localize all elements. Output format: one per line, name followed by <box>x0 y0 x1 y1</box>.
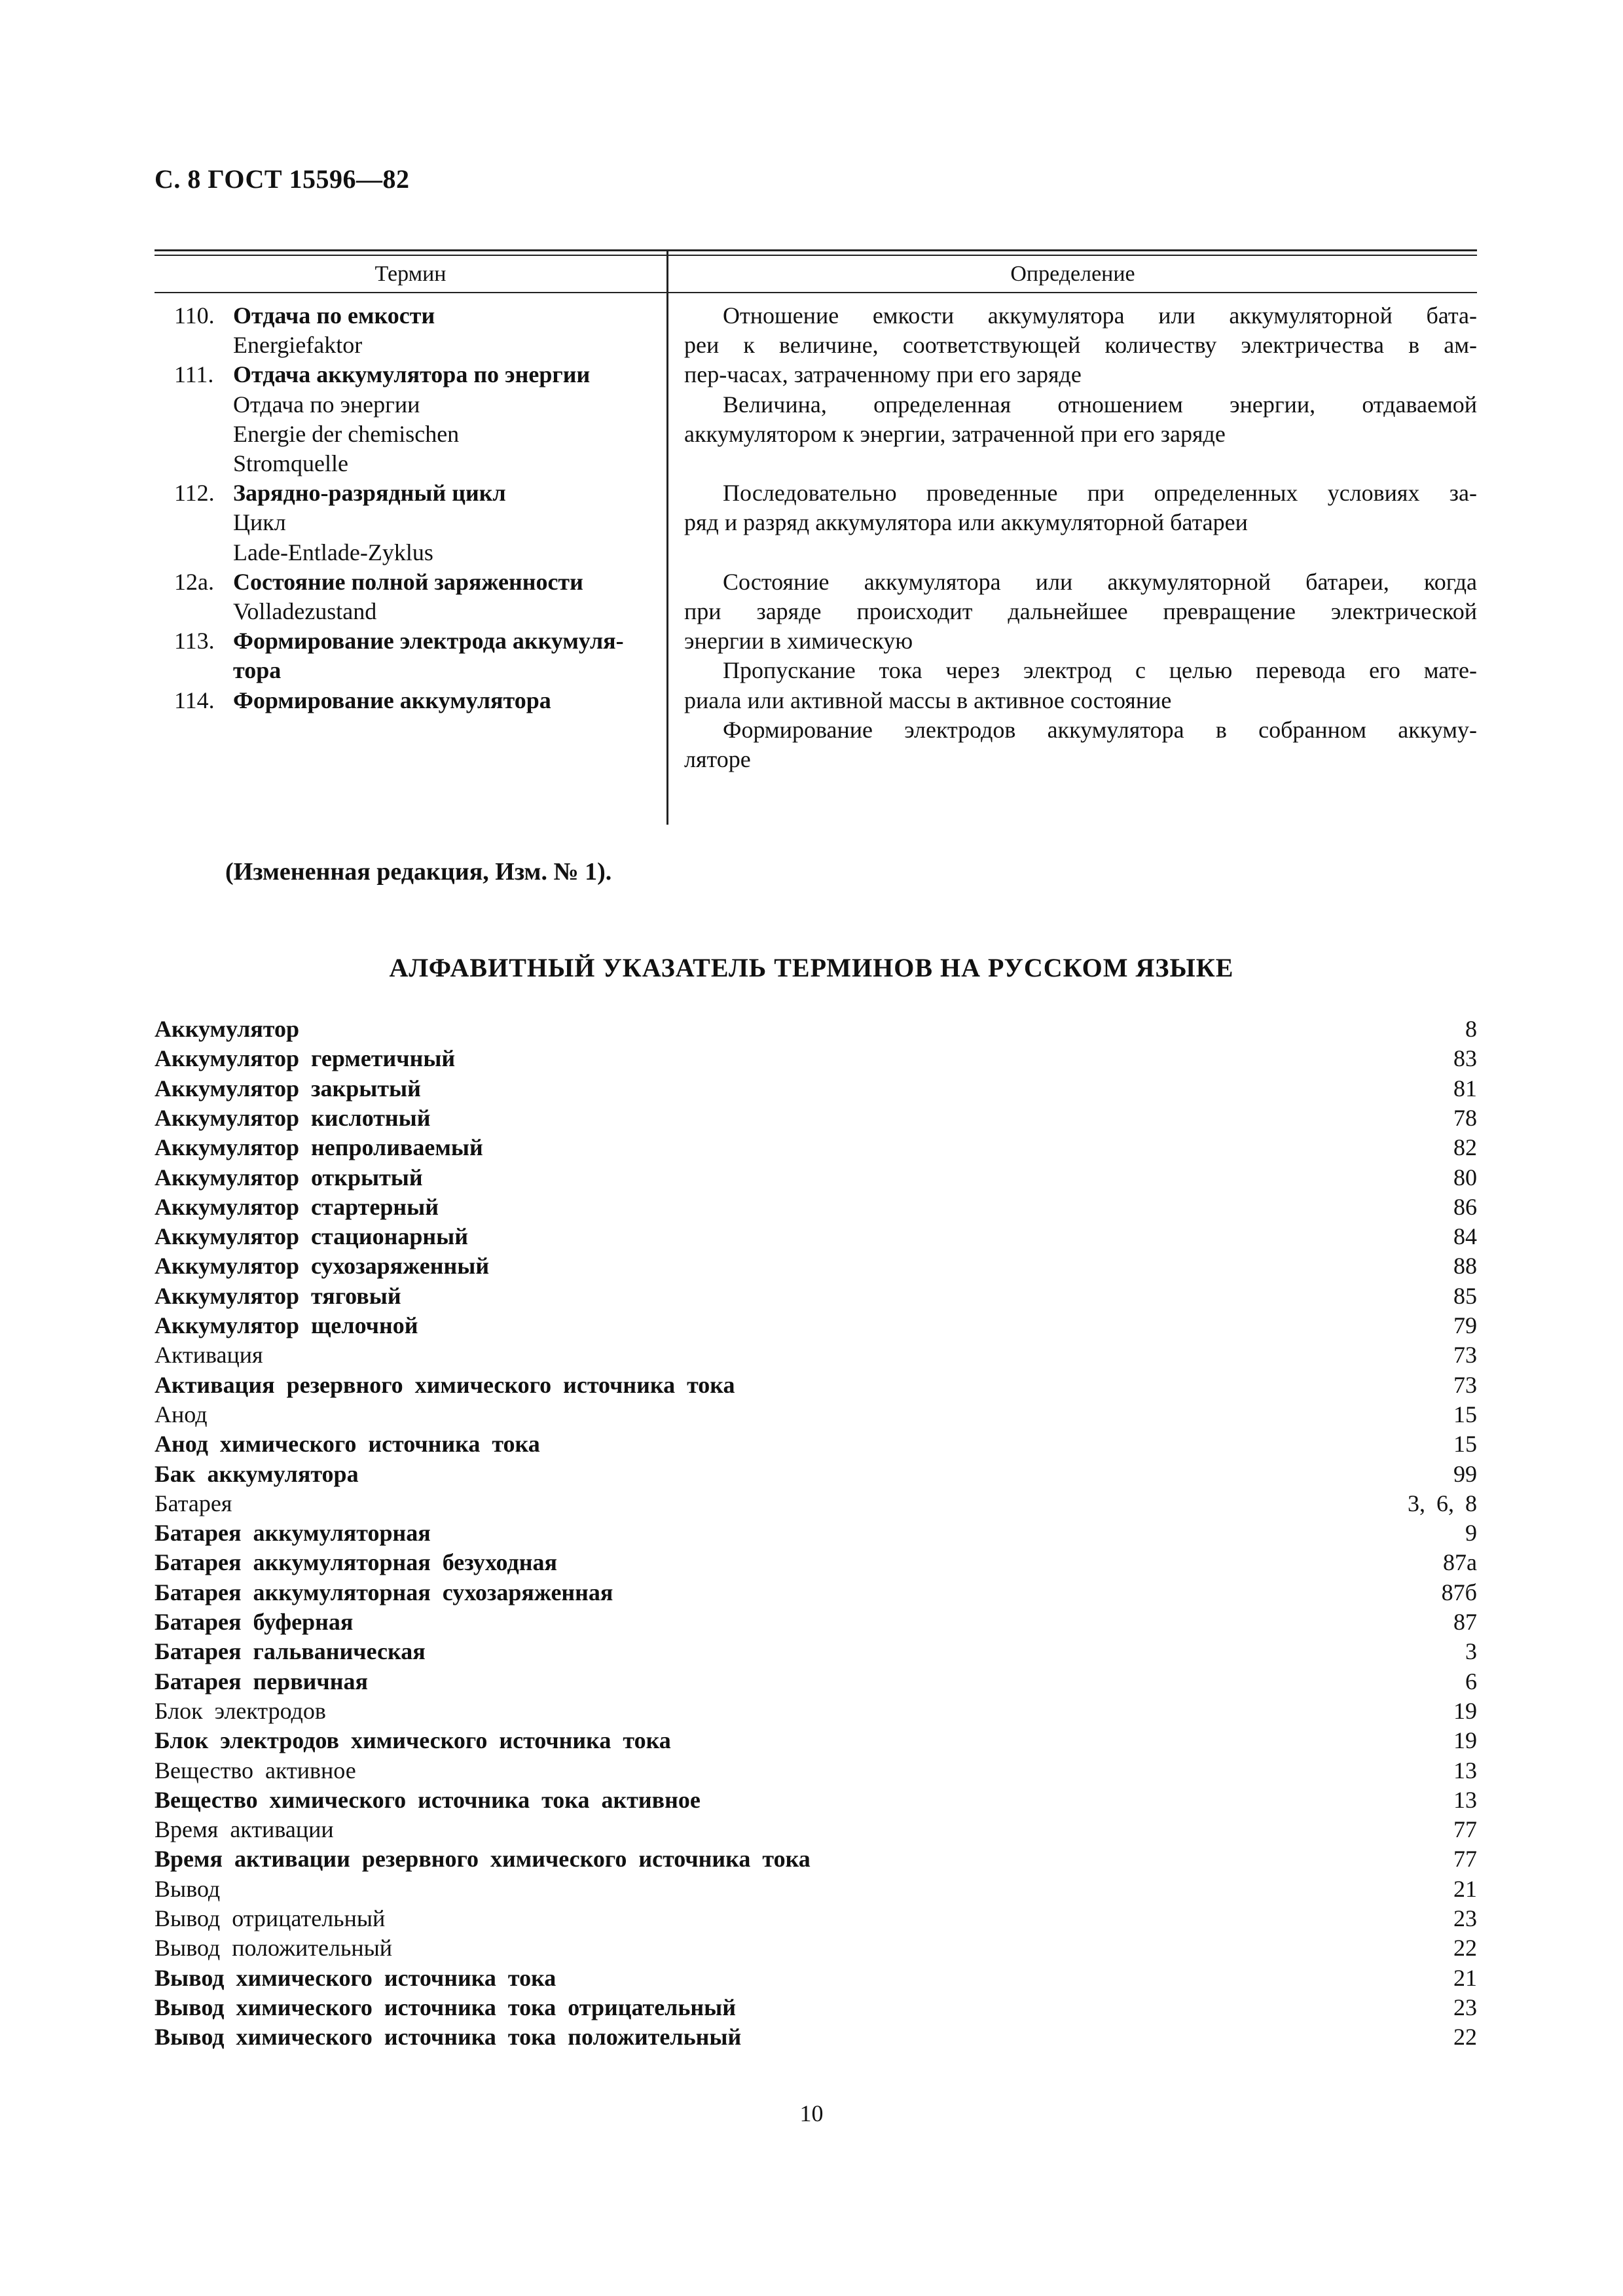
index-term-number: 19 <box>1453 1697 1477 1724</box>
index-term-number: 22 <box>1453 1935 1477 1962</box>
index-term: Аккумулятор непроливаемый <box>155 1134 483 1161</box>
index-term: Вывод химического источника тока отрицательный <box>155 1994 737 2020</box>
index-term: Батарея гальваническая <box>155 1638 426 1665</box>
term-number: 12a. <box>174 568 214 595</box>
index-term: Анод <box>155 1401 208 1427</box>
definition-line: Пропускание тока через электрод с целью перевода его мате- <box>723 657 1477 684</box>
index-term-number: 88 <box>1453 1253 1477 1280</box>
index-entry <box>155 1993 1477 2022</box>
term-line <box>233 656 281 685</box>
index-term: Батарея <box>155 1490 232 1516</box>
table-top-rule-inner <box>155 255 1477 256</box>
term-synonym: Lade-Entlade-Zyklus <box>233 539 433 565</box>
term-number: 113. <box>174 628 215 655</box>
index-term-number: 3, 6, 8 <box>1408 1490 1477 1516</box>
change-note: (Измененная редакция, Изм. № 1). <box>225 858 612 886</box>
index-term-number: 99 <box>1453 1460 1477 1487</box>
term-synonym: Energie der chemischen <box>233 420 460 447</box>
index-term: Активация резервного химического источника тока <box>155 1371 735 1398</box>
index-term: Батарея аккумуляторная <box>155 1520 431 1547</box>
term-line <box>233 597 376 626</box>
index-term: Вывод отрицательный <box>155 1905 386 1931</box>
term-name: Отдача аккумулятора по энергии <box>233 361 591 388</box>
index-term: Бак аккумулятора <box>155 1460 359 1487</box>
index-term-number: 15 <box>1453 1431 1477 1458</box>
index-term: Время активации <box>155 1816 334 1843</box>
index-entry <box>155 1696 1477 1726</box>
definition-line: аккумулятором к энергии, затраченной при его заряде <box>684 420 1226 447</box>
index-entry <box>155 1726 1477 1755</box>
index-term-number: 8 <box>1465 1016 1477 1042</box>
index-term-number: 13 <box>1453 1786 1477 1813</box>
index-entry <box>155 1578 1477 1607</box>
index-term-number: 77 <box>1453 1816 1477 1843</box>
index-term: Батарея аккумуляторная сухозаряженная <box>155 1579 613 1605</box>
index-entry <box>155 1014 1477 1044</box>
term-number: 114. <box>174 687 215 713</box>
term-name: Состояние полной заряженности <box>233 568 583 595</box>
index-entry <box>155 1964 1477 1993</box>
term-synonym: Цикл <box>233 509 286 536</box>
index-term-number: 3 <box>1465 1638 1477 1665</box>
term-synonym: Energiefaktor <box>233 332 363 359</box>
index-term-number: 19 <box>1453 1727 1477 1754</box>
page-header: С. 8 ГОСТ 15596—82 <box>155 164 410 194</box>
term-name: Зарядно-разрядный цикл <box>233 480 506 507</box>
index-entry <box>155 1163 1477 1193</box>
index-term: Аккумулятор стационарный <box>155 1223 468 1250</box>
index-entry <box>155 1251 1477 1281</box>
index-term-number: 87б <box>1441 1579 1477 1605</box>
index-term-number: 23 <box>1453 1994 1477 2020</box>
index-term-number: 79 <box>1453 1312 1477 1338</box>
index-term-number: 73 <box>1453 1371 1477 1398</box>
term-line <box>233 331 362 360</box>
index-term-number: 81 <box>1453 1075 1477 1102</box>
index-term: Батарея аккумуляторная безуходная <box>155 1549 557 1576</box>
index-entry <box>155 1518 1477 1548</box>
index-term: Аккумулятор кислотный <box>155 1104 431 1131</box>
index-term: Блок электродов <box>155 1697 326 1724</box>
term-line <box>174 301 435 331</box>
term-line <box>233 420 459 449</box>
index-term: Аккумулятор открытый <box>155 1164 423 1191</box>
index-term-number: 6 <box>1465 1668 1477 1695</box>
definition-line: пер-часах, затраченному при его заряде <box>684 361 1082 388</box>
index-entry <box>155 1074 1477 1103</box>
index-entry <box>155 1429 1477 1459</box>
term-synonym: Stromquelle <box>233 450 348 476</box>
definition-line: ляторе <box>684 746 751 772</box>
term-number: 111. <box>174 361 214 388</box>
index-term: Батарея первичная <box>155 1668 368 1695</box>
term-line <box>174 360 590 389</box>
index-term: Вывод химического источника тока положительный <box>155 2024 742 2051</box>
index-entry <box>155 1844 1477 1874</box>
index-term-number: 80 <box>1453 1164 1477 1191</box>
term-name: Отдача по емкости <box>233 302 435 329</box>
term-name: Формирование электрода аккумуля- <box>233 628 624 655</box>
index-entry <box>155 1460 1477 1489</box>
column-header-definition: Определение <box>1010 262 1135 286</box>
term-line <box>233 538 433 567</box>
index-entry <box>155 1311 1477 1340</box>
column-header-term: Термин <box>374 262 447 286</box>
index-entry <box>155 1489 1477 1518</box>
term-synonym: Отдача по энергии <box>233 391 420 418</box>
definition-line: Последовательно проведенные при определенных условиях за- <box>723 480 1477 507</box>
index-term: Батарея буферная <box>155 1609 354 1635</box>
term-line <box>174 478 506 508</box>
index-term: Активация <box>155 1342 263 1369</box>
index-term: Аккумулятор герметичный <box>155 1045 456 1072</box>
index-entry <box>155 1667 1477 1696</box>
definition-line: энергии в химическую <box>684 628 913 655</box>
index-term: Вывод положительный <box>155 1935 393 1962</box>
index-term-number: 22 <box>1453 2024 1477 2051</box>
table-column-divider <box>666 249 668 825</box>
term-name: Формирование аккумулятора <box>233 687 551 713</box>
index-entry <box>155 1193 1477 1222</box>
term-line <box>233 508 286 537</box>
index-entry <box>155 1371 1477 1400</box>
index-entry <box>155 1548 1477 1577</box>
index-term: Аккумулятор <box>155 1016 300 1042</box>
term-line <box>174 686 551 715</box>
index-term: Анод химического источника тока <box>155 1431 540 1458</box>
index-entry <box>155 1103 1477 1133</box>
index-term: Аккумулятор тяговый <box>155 1282 401 1309</box>
terms-table <box>155 249 1477 825</box>
term-number: 110. <box>174 302 215 329</box>
term-line <box>233 390 420 420</box>
definition-line: риала или активной массы в активное состояние <box>684 687 1172 713</box>
index-term: Вещество активное <box>155 1757 356 1784</box>
term-line <box>174 626 624 656</box>
index-term-number: 73 <box>1453 1342 1477 1369</box>
index-term-number: 87 <box>1453 1609 1477 1635</box>
index-entry <box>155 1222 1477 1251</box>
term-name: тора <box>233 657 282 684</box>
index-term: Аккумулятор закрытый <box>155 1075 421 1102</box>
index-entry <box>155 1933 1477 1963</box>
index-term-number: 13 <box>1453 1757 1477 1784</box>
definition-line: ряд и разряд аккумулятора или аккумуляторной батареи <box>684 509 1248 536</box>
term-number: 112. <box>174 480 215 507</box>
index-term: Вещество химического источника тока активное <box>155 1786 701 1813</box>
index-entry <box>155 1756 1477 1785</box>
index-term: Время активации резервного химического источника тока <box>155 1846 811 1873</box>
index-entry <box>155 1637 1477 1666</box>
definition-line: Состояние аккумулятора или аккумуляторной батареи, когда <box>723 568 1477 595</box>
index-term-number: 86 <box>1453 1193 1477 1220</box>
index-entry <box>155 1607 1477 1637</box>
index-term-number: 21 <box>1453 1875 1477 1902</box>
index-entry <box>155 1785 1477 1815</box>
index-term: Блок электродов химического источника тока <box>155 1727 671 1754</box>
table-top-rule <box>155 249 1477 251</box>
definition-line: при заряде происходит дальнейшее превращение электрической <box>684 598 1477 624</box>
index-term-number: 85 <box>1453 1282 1477 1309</box>
definition-line: Формирование электродов аккумулятора в собранном аккуму- <box>723 716 1477 743</box>
index-entry <box>155 1340 1477 1370</box>
table-header-rule <box>155 292 1477 293</box>
index-entry <box>155 1282 1477 1311</box>
term-line <box>174 567 583 597</box>
index-term-number: 77 <box>1453 1846 1477 1873</box>
index-term: Аккумулятор щелочной <box>155 1312 418 1338</box>
index-entry <box>155 1815 1477 1844</box>
term-synonym: Volladezustand <box>233 598 377 624</box>
index-term: Вывод химического источника тока <box>155 1964 556 1991</box>
index-term-number: 83 <box>1453 1045 1477 1072</box>
definition-line: Отношение емкости аккумулятора или аккумуляторной бата- <box>723 302 1477 329</box>
index-entry <box>155 1904 1477 1933</box>
index-entry <box>155 2022 1477 2052</box>
index-term: Вывод <box>155 1875 221 1902</box>
index-heading: АЛФАВИТНЫЙ УКАЗАТЕЛЬ ТЕРМИНОВ НА РУССКОМ ЯЗЫКЕ <box>389 953 1234 982</box>
definition-line: Величина, определенная отношением энергии, отдаваемой <box>723 391 1477 418</box>
index-term-number: 21 <box>1453 1964 1477 1991</box>
index-term: Аккумулятор стартерный <box>155 1193 439 1220</box>
definition-line: реи к величине, соответствующей количеству электричества в ам- <box>684 332 1477 359</box>
index-term-number: 23 <box>1453 1905 1477 1931</box>
index-term-number: 15 <box>1453 1401 1477 1427</box>
index-entry <box>155 1400 1477 1429</box>
index-term-number: 84 <box>1453 1223 1477 1250</box>
index-entry <box>155 1133 1477 1162</box>
index-entry <box>155 1044 1477 1073</box>
term-line <box>233 449 348 478</box>
index-term-number: 82 <box>1453 1134 1477 1161</box>
page-number: 10 <box>799 2100 824 2126</box>
index-entry <box>155 1874 1477 1904</box>
index-term-number: 87а <box>1443 1549 1477 1576</box>
index-term-number: 9 <box>1465 1520 1477 1547</box>
index-term: Аккумулятор сухозаряженный <box>155 1253 490 1280</box>
index-term-number: 78 <box>1453 1104 1477 1131</box>
